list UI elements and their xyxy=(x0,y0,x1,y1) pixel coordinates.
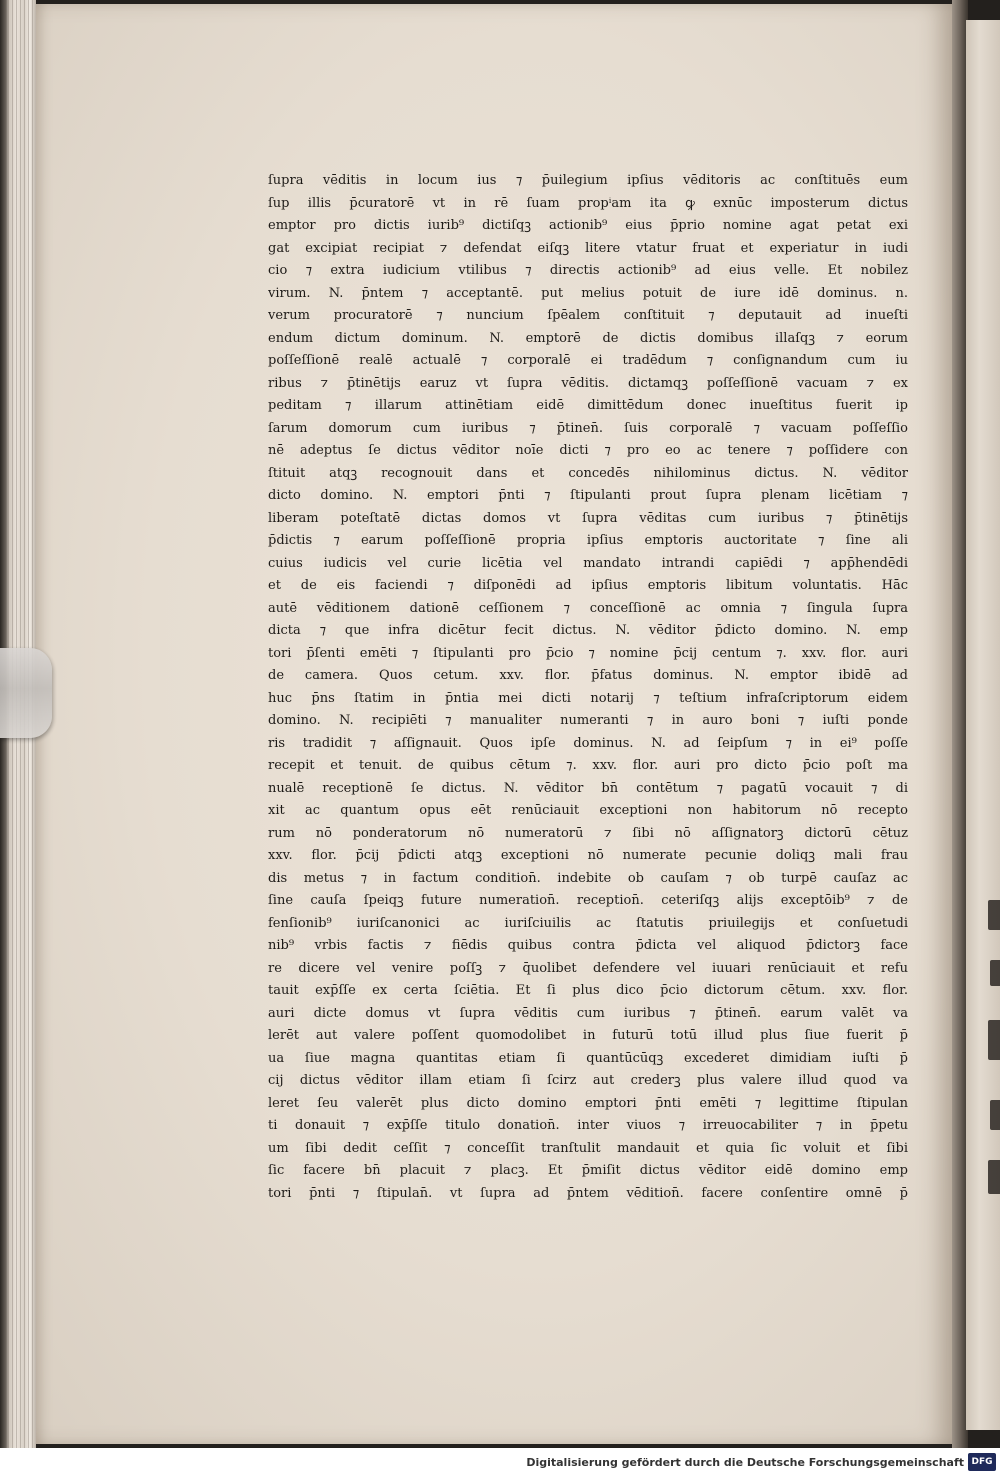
text-line: endum dictum dominum. N. emptorē de dictis domibus illaſqꝫ ⁊ eorum xyxy=(268,330,908,346)
footer-bar xyxy=(0,1448,1000,1478)
text-line: emptor pro dictis iurib⁹ dictiſqꝫ actionib⁹ eius p̄prio nomine agat petat exi xyxy=(268,218,908,233)
text-line: poſſeſſionē realē actualē ⁊ corporalē ei tradēdum ⁊ conſignandum cum iu xyxy=(268,353,908,368)
text-line: nē adeptus ſe dictus vēditor noīe dicti ⁊ pro eo ac tenere ⁊ poſſidere con xyxy=(268,443,908,458)
text-block xyxy=(268,170,908,1205)
text-line: nib⁹ vrbis factis ⁊ fiēdis quibus contra p̄dicta vel aliquod p̄dictorꝫ face xyxy=(268,938,908,953)
text-line: fenſionib⁹ iuriſcanonici ac iuriſciuilis ac ſtatutis priuilegijs et conſuetudi xyxy=(268,915,908,931)
facing-page-text-fragment xyxy=(988,1160,1000,1194)
facing-page-text-fragment xyxy=(990,1100,1000,1130)
text-line: ris tradidit ⁊ aſſignauit. Quos ipſe dominus. N. ad ſeipſum ⁊ in ei⁹ poſſe xyxy=(268,735,908,751)
dfg-logo: DFG xyxy=(968,1453,996,1471)
text-line: cij dictus vēditor illam etiam ſi ſcirz aut crederꝫ plus valere illud quod va xyxy=(268,1073,908,1088)
text-line: nualē receptionē ſe dictus. N. vēditor bn̄ contētum ⁊ pagatū vocauit ⁊ di xyxy=(268,780,908,796)
text-line: ribus ⁊ p̄tinētijs earuz vt ſupra vēditis. dictamqꝫ poſſeſſionē vacuam ⁊ ex xyxy=(268,375,908,391)
footer-credit: Digitalisierung gefördert durch die Deutsche Forschungsgemeinschaft xyxy=(526,1456,964,1469)
text-line: ſarum domorum cum iuribus ⁊ p̄tinen̄. ſuis corporalē ⁊ vacuam poſſeſſio xyxy=(268,420,908,436)
text-line: ſic facere bn̄ placuit ⁊ placꝫ. Et p̄miſit dictus vēditor eidē domino emp xyxy=(268,1163,908,1178)
text-line: tauit exp̄ſſe ex certa ſciētia. Et ſi plus dico p̄cio dictorum cētum. xxv. flor. xyxy=(268,983,908,998)
text-line: leret ſeu valerēt plus dicto domino emptori p̄nti emēti ⁊ legittime ſtipulan xyxy=(268,1095,908,1111)
text-line: ſtituit atqꝫ recognouit dans et concedēs nihilominus dictus. N. vēditor xyxy=(268,465,908,481)
text-line: tori p̄nti ⁊ ſtipulan̄. vt ſupra ad p̄ntem vēdition̄. facere conſentire omnē p̄ xyxy=(268,1185,908,1201)
text-line: peditam ⁊ illarum attinētiam eidē dimittēdum donec inueſtitus fuerit ip xyxy=(268,398,908,413)
text-line: de camera. Quos cetum. xxv. flor. p̄fatus dominus. N. emptor ibidē ad xyxy=(268,668,908,683)
text-line: ti donauit ⁊ exp̄ſſe titulo donation̄. inter viuos ⁊ irreuocabiliter ⁊ in p̄petu xyxy=(268,1118,908,1133)
text-line: domino. N. recipiēti ⁊ manualiter numeranti ⁊ in auro boni ⁊ iuſti ponde xyxy=(268,713,908,728)
text-line: auri dicte domus vt ſupra vēditis cum iuribus ⁊ p̄tinen̄. earum valēt va xyxy=(268,1005,908,1021)
text-line: verum procuratorē ⁊ nuncium ſpēalem conſtituit ⁊ deputauit ad inueſti xyxy=(268,308,908,323)
text-line: re dicere vel venire poſſꝫ ⁊ q̄uolibet defendere vel iuuari renūciauit et refu xyxy=(268,960,908,976)
text-line: ſine cauſa ſpeiqꝫ future numeration̄. reception̄. ceteriſqꝫ alijs exceptōib⁹ ⁊ de xyxy=(268,893,908,908)
text-line: lerēt aut valere poſſent quomodolibet in futurū totū illud plus ſiue fuerit p̄ xyxy=(268,1028,908,1043)
page-clip xyxy=(0,648,52,738)
text-line: cuius iudicis vel curie licētia vel mandato intrandi capiēdi ⁊ app̄hendēdi xyxy=(268,555,908,571)
text-line: ſupra vēditis in locum ius ⁊ p̄uilegium ipſius vēditoris ac conſtituēs eum xyxy=(268,173,908,188)
text-line: tori p̄ſenti emēti ⁊ ſtipulanti pro p̄cio ⁊ nomine p̄cij centum ⁊. xxv. flor. auri xyxy=(268,645,908,661)
facing-page-text-fragment xyxy=(988,1020,1000,1060)
text-line: dis metus ⁊ in factum condition̄. indebite ob cauſam ⁊ ob turpē cauſaz ac xyxy=(268,870,908,886)
text-line: et de eis faciendi ⁊ diſponēdi ad ipſius emptoris libitum voluntatis. Hāc xyxy=(268,578,908,593)
text-line: ua ſiue magna quantitas etiam ſi quantūcūqꝫ excederet dimidiam iuſti p̄ xyxy=(268,1050,908,1066)
text-line: rum nō ponderatorum nō numeratorū ⁊ ſibi nō aſſignatorꝫ dictorū cētuz xyxy=(268,825,908,841)
text-line: dicto domino. N. emptori p̄nti ⁊ ſtipulanti prout ſupra plenam licētiam ⁊ xyxy=(268,488,908,503)
text-line: recepit et tenuit. de quibus cētum ⁊. xxv. flor. auri pro dicto p̄cio poſt ma xyxy=(268,758,908,773)
text-line: cio ⁊ extra iudicium vtilibus ⁊ directis actionib⁹ ad eius velle. Et nobilez xyxy=(268,263,908,278)
facing-page-edge xyxy=(966,20,1000,1430)
facing-page-text-fragment xyxy=(988,900,1000,930)
text-line: autē vēditionem dationē ceſſionem ⁊ conceſſionē ac omnia ⁊ ſingula ſupra xyxy=(268,600,908,616)
text-line: um ſibi dedit ceſſit ⁊ conceſſit tranſtulit mandauit et quia ſic voluit et ſibi xyxy=(268,1140,908,1156)
facing-page-text-fragment xyxy=(990,960,1000,986)
text-line: dicta ⁊ que infra dicētur fecit dictus. N. vēditor p̄dicto domino. N. emp xyxy=(268,623,908,638)
book-page xyxy=(36,4,952,1444)
text-line: xxv. flor. p̄cij p̄dicti atqꝫ exceptioni nō numerate pecunie doliqꝫ mali frau xyxy=(268,848,908,863)
text-line: p̄dictis ⁊ earum poſſeſſionē propria ipſius emptoris auctoritate ⁊ ſine ali xyxy=(268,533,908,548)
text-line: gat excipiat recipiat ⁊ defendat eiſqꝫ litere vtatur fruat et experiatur in iudi xyxy=(268,240,908,256)
text-line: ſup illis p̄curatorē vt in rē ſuam propⁱam ita ꝙ exnūc imposterum dictus xyxy=(268,195,908,211)
text-line: liberam poteſtatē dictas domos vt ſupra vēditas cum iuribus ⁊ p̄tinētijs xyxy=(268,510,908,526)
text-line: huc p̄ns ſtatim in p̄ntia mei dicti notarij ⁊ teſtium infraſcriptorum eidem xyxy=(268,690,908,706)
text-line: virum. N. p̄ntem ⁊ acceptantē. put melius potuit de iure idē dominus. n. xyxy=(268,285,908,301)
text-line: xit ac quantum opus eēt renūciauit exceptioni non habitorum nō recepto xyxy=(268,803,908,818)
